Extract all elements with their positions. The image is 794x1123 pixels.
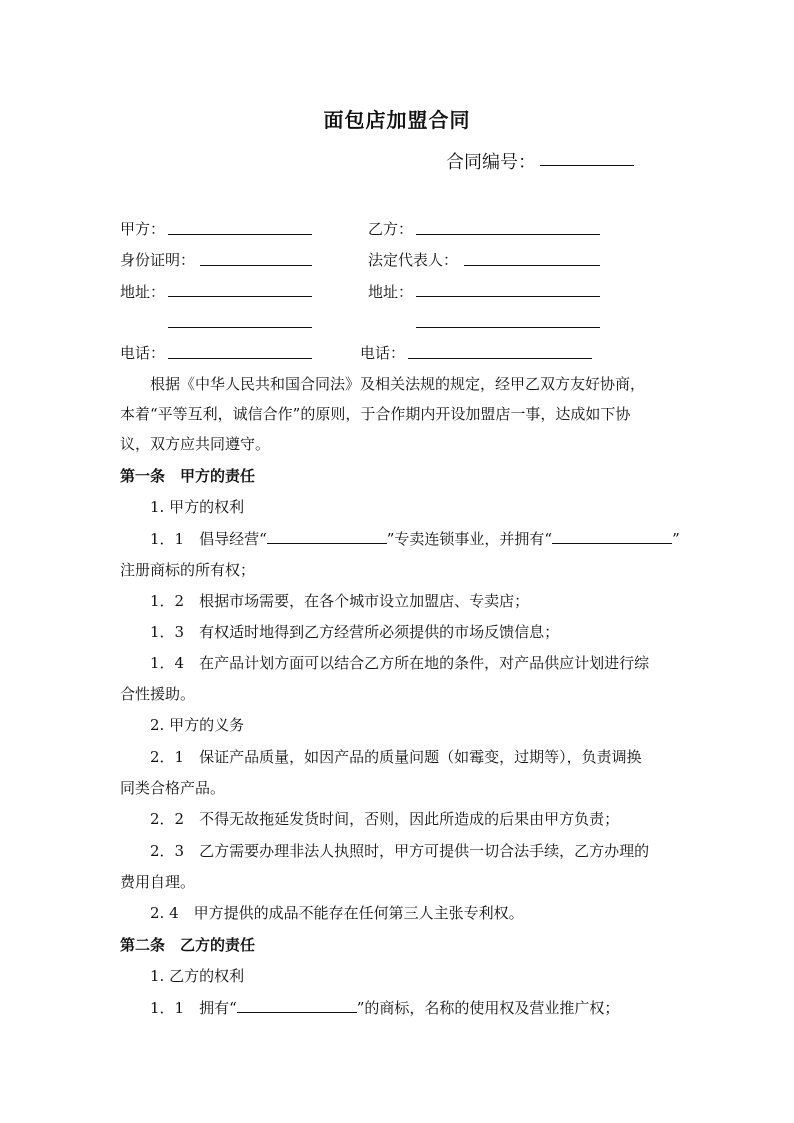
preamble-line-3: 议，双方应共同遵守。 — [120, 435, 271, 453]
address-a-blank-2 — [168, 327, 312, 328]
clause-1-1-part-a: 1．1 倡导经营“ — [150, 530, 267, 548]
contract-number-blank — [540, 165, 634, 166]
party-b-rights-heading: 1. 乙方的权利 — [150, 967, 245, 985]
phone-b-label: 电话： — [360, 344, 406, 362]
clause-1-1 — [150, 529, 680, 549]
clause-1-2: 1．2 根据市场需要，在各个城市设立加盟店、专卖店； — [150, 592, 530, 610]
party-a-label: 甲方： — [120, 220, 166, 238]
article-1-heading: 第一条 甲方的责任 — [120, 467, 256, 485]
phone-b-blank — [408, 358, 592, 359]
address-b-label: 地址： — [368, 283, 414, 301]
preamble-line-1: 根据《中华人民共和国合同法》及相关法规的规定，经甲乙双方友好协商， — [150, 375, 646, 393]
address-b-blank-1 — [416, 296, 600, 297]
preamble-line-2: 本着“平等互利，诚信合作”的原则，于合作期内开设加盟店一事，达成如下协 — [120, 405, 631, 423]
clause-2-4: 2. 4 甲方提供的成品不能存在任何第三人主张专利权。 — [150, 904, 524, 922]
clause-1-1-blank-2 — [552, 529, 672, 544]
clause-1-1-part-c: ” — [672, 530, 680, 548]
clause-2-3-continuation: 费用自理。 — [120, 873, 196, 891]
address-a-blank-1 — [168, 296, 312, 297]
id-label: 身份证明： — [120, 251, 196, 269]
clause-1-3: 1．3 有权适时地得到乙方经营所必须提供的市场反馈信息； — [150, 623, 560, 641]
party-a-duties-heading: 2. 甲方的义务 — [150, 716, 245, 734]
party-a-rights-heading: 1. 甲方的权利 — [150, 498, 245, 516]
clause-1-1-continuation: 注册商标的所有权； — [120, 561, 256, 579]
clause-1-4-continuation: 合性援助。 — [120, 685, 196, 703]
article-2-heading: 第二条 乙方的责任 — [120, 936, 256, 954]
address-a-label: 地址： — [120, 283, 166, 301]
clause-2-1-continuation: 同类合格产品。 — [120, 779, 226, 797]
clause-1-1-blank-1 — [267, 529, 387, 544]
address-b-blank-2 — [416, 327, 600, 328]
contract-number-label: 合同编号： — [446, 152, 536, 173]
clause-2-1: 2．1 保证产品质量，如因产品的质量问题（如霉变，过期等），负责调换 — [150, 748, 642, 766]
party-b-clause-1-1-part-b: ”的商标，名称的使用权及营业推广权； — [356, 999, 620, 1017]
party-a-blank — [168, 234, 312, 235]
legal-rep-blank — [464, 265, 600, 266]
phone-a-label: 电话： — [120, 344, 166, 362]
clause-1-1-part-b: ”专卖连锁事业，并拥有“ — [386, 530, 553, 548]
clause-2-2: 2．2 不得无故拖延发货时间，否则，因此所造成的后果由甲方负责； — [150, 810, 620, 828]
party-b-label: 乙方： — [368, 220, 414, 238]
party-b-blank — [416, 234, 600, 235]
phone-a-blank — [168, 358, 312, 359]
party-b-clause-1-1-part-a: 1．1 拥有“ — [150, 999, 237, 1017]
party-b-clause-1-1-blank — [237, 998, 357, 1013]
document-title: 面包店加盟合同 — [323, 108, 471, 132]
clause-1-4: 1．4 在产品计划方面可以结合乙方所在地的条件，对产品供应计划进行综 — [150, 654, 650, 672]
clause-2-3: 2．3 乙方需要办理非法人执照时，甲方可提供一切合法手续，乙方办理的 — [150, 842, 650, 860]
id-blank — [200, 265, 312, 266]
legal-rep-label: 法定代表人： — [368, 251, 459, 269]
party-b-clause-1-1 — [150, 998, 619, 1018]
